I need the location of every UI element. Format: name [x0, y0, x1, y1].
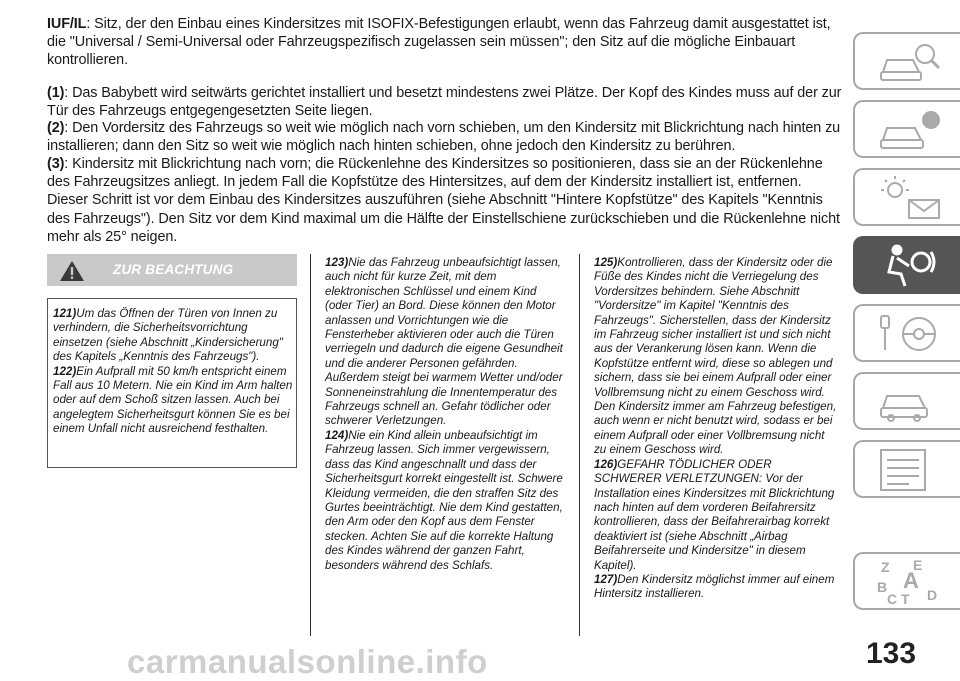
- warning-title: ZUR BEACHTUNG: [113, 262, 234, 277]
- notes-column-3: [594, 256, 839, 602]
- chapter-tab-4-active[interactable]: [853, 236, 960, 294]
- page-number: 133: [866, 637, 917, 670]
- chapter-tab-5[interactable]: [853, 304, 960, 362]
- car-wrench-icon: [875, 378, 945, 426]
- index-letter: E: [913, 558, 923, 573]
- car-info-icon: [875, 106, 945, 154]
- index-letter: Z: [881, 559, 890, 575]
- chapter-tab-6[interactable]: [853, 372, 960, 430]
- warning-header: [47, 254, 297, 286]
- notes-column-1: [53, 307, 293, 437]
- index-letter: D: [927, 587, 938, 603]
- intro-paragraph-2: (2): Den Vordersitz des Fahrzeugs so weit wie möglich nach vorn schieben, um den Kindersitz mit Blickrichtung nach hinten zu installieren; dann den Sitz so weit wie möglich nach hinten schieben, ohne jedoch den Kindersitz zu berühren.: [47, 120, 841, 155]
- note-127: 127)Den Kindersitz möglichst immer auf einem Hintersitz installieren.: [594, 572, 835, 601]
- index-letter: B: [877, 579, 888, 595]
- chapter-tab-3[interactable]: [853, 168, 960, 226]
- index-letter: T: [901, 591, 910, 606]
- car-magnifier-icon: [875, 38, 945, 86]
- note-123: 123)Nie das Fahrzeug unbeaufsichtigt lassen, auch nicht für kurze Zeit, mit dem elektronischen Schlüssel und einem Kind (oder Tier) an Bord. Diese können den Motor anlassen und Vorrichtungen wie die Fensterheber aktivieren oder auch die Türen verriegeln und dadurch die eigene Gesundheit und die anderer Personen gefährden. Außerdem steigt bei warmem Wetter und/oder Sonneneinstrahlung die Innentemperatur des Fahrzeugs schnell an. Gefahr tödlicher oder schwerer Verletzungen.: [325, 256, 563, 428]
- index-letter: C: [887, 591, 898, 606]
- note-124: 124)Nie ein Kind allein unbeaufsichtigt im Fahrzeug lassen. Sich immer vergewissern, dass das Kind angeschnallt und dass der Sicherheitsgurt korrekt eingestellt ist. Schwere Kleidung vermeiden, die den straffen Sitz des Gurtes beeinträchtigt. Nie dem Kind gestatten, den Arm oder den Kopf aus dem Fenster stecken. Achten Sie auf die korrekte Haltung des Kindes während der ganzen Fahrt, besonders während des Schlafs.: [325, 428, 563, 572]
- note-122: 122)Ein Aufprall mit 50 km/h entspricht einem Fall aus 10 Metern. Nie ein Kind im Arm halten oder auf dem Schoß sitzen lassen. Auch bei angelegtem Sicherheitsgurt können Sie es bei einem Unfall nicht ausreichend festhalten.: [53, 364, 293, 436]
- warning-light-envelope-icon: [875, 174, 945, 222]
- chapter-tab-2[interactable]: [853, 100, 960, 158]
- note-121: 121)Um das Öffnen der Türen von Innen zu verhindern, die Sicherheitsvorrichtung einsetzen (siehe Abschnitt „Kindersicherung" des Kapitels „Kenntnis des Fahrzeugs").: [53, 307, 283, 364]
- intro-paragraph-3: (3): Kindersitz mit Blickrichtung nach vorn; die Rückenlehne des Kindersitzes so positionieren, dass sie an der Rückenlehne des Fahrzeugsitzes anliegt. In jedem Fall die Kopfstütze des Hintersitzes, auf dem der Kindersitz installiert ist, entfernen. Dieser Schritt ist vor dem Einbau des Kindersitzes auszuführen (siehe Abschnitt "Hintere Kopfstütze" des Kapitels "Kenntnis des Fahrzeugs"). Den Sitz vor dem Kind maximal um die Hälfte der Einstellschiene zurückschieben und die Rückenlehne nicht mehr als 25° neigen.: [47, 156, 840, 245]
- checklist-icon: [875, 446, 945, 494]
- alphabet-index-icon: [875, 558, 945, 606]
- chapter-tab-7[interactable]: [853, 440, 960, 498]
- key-steering-wheel-icon: [875, 310, 945, 358]
- chapter-tab-1[interactable]: [853, 32, 960, 90]
- note-126: 126)GEFAHR TÖDLICHER ODER SCHWERER VERLETZUNGEN: Vor der Installation eines Kindersitzes mit Blickrichtung nach hinten auf dem vorderen Beifahrersitz kontrollieren, dass der Beifahrerairbag korrekt deaktiviert ist (siehe Abschnitt „Airbag Beifahrerseite und Kindersitze" in diesem Kapitel).: [594, 457, 835, 572]
- intro-paragraph-iuf-il: IUF/IL: Sitz, der den Einbau eines Kindersitzes mit ISOFIX-Befestigungen erlaubt, wenn das Fahrzeug damit ausgestattet ist, die "Universal / Semi-Universal oder Fahrzeugspezifisch zugelassen sein müssen"; den Sitz auf die mögliche Einbauart kontrollieren.: [47, 16, 831, 69]
- index-letter: A: [903, 568, 919, 593]
- column-divider: [310, 254, 311, 636]
- notes-column-2: [325, 256, 565, 573]
- watermark: carmanualsonline.info: [127, 643, 488, 680]
- intro-paragraph-1: (1): Das Babybett wird seitwärts gerichtet installiert und besetzt mindestens zwei Plätze. Der Kopf des Kindes muss auf der zur Tür des Fahrzeugs entgegengesetzten Seite liegen.: [47, 85, 842, 120]
- warning-triangle-icon: [59, 260, 85, 282]
- chapter-tab-8[interactable]: [853, 552, 960, 610]
- note-125: 125)Kontrollieren, dass der Kindersitz oder die Füße des Kindes nicht die Verriegelung des Vordersitzes behindern. Siehe Abschnitt "Vordersitze" im Kapitel "Kenntnis des Fahrzeugs". Sicherstellen, dass der Kindersitz im Fahrzeug sicher installiert ist und sich nicht aus der Verankerung lösen kann. Wenn die Kopfstütze entfernt wird, diese so ablegen und sichern, dass sie bei einem Aufprall oder einer Vollbremsung nicht zu einem Geschoss wird. Den Kindersitz immer am Fahrzeug befestigen, auch wenn er nicht benutzt wird, sodass er bei einem Aufprall oder einer Vollbremsung nicht zu einem Geschoss wird.: [594, 256, 837, 457]
- seat-airbag-icon: [875, 242, 945, 290]
- column-divider: [579, 254, 580, 636]
